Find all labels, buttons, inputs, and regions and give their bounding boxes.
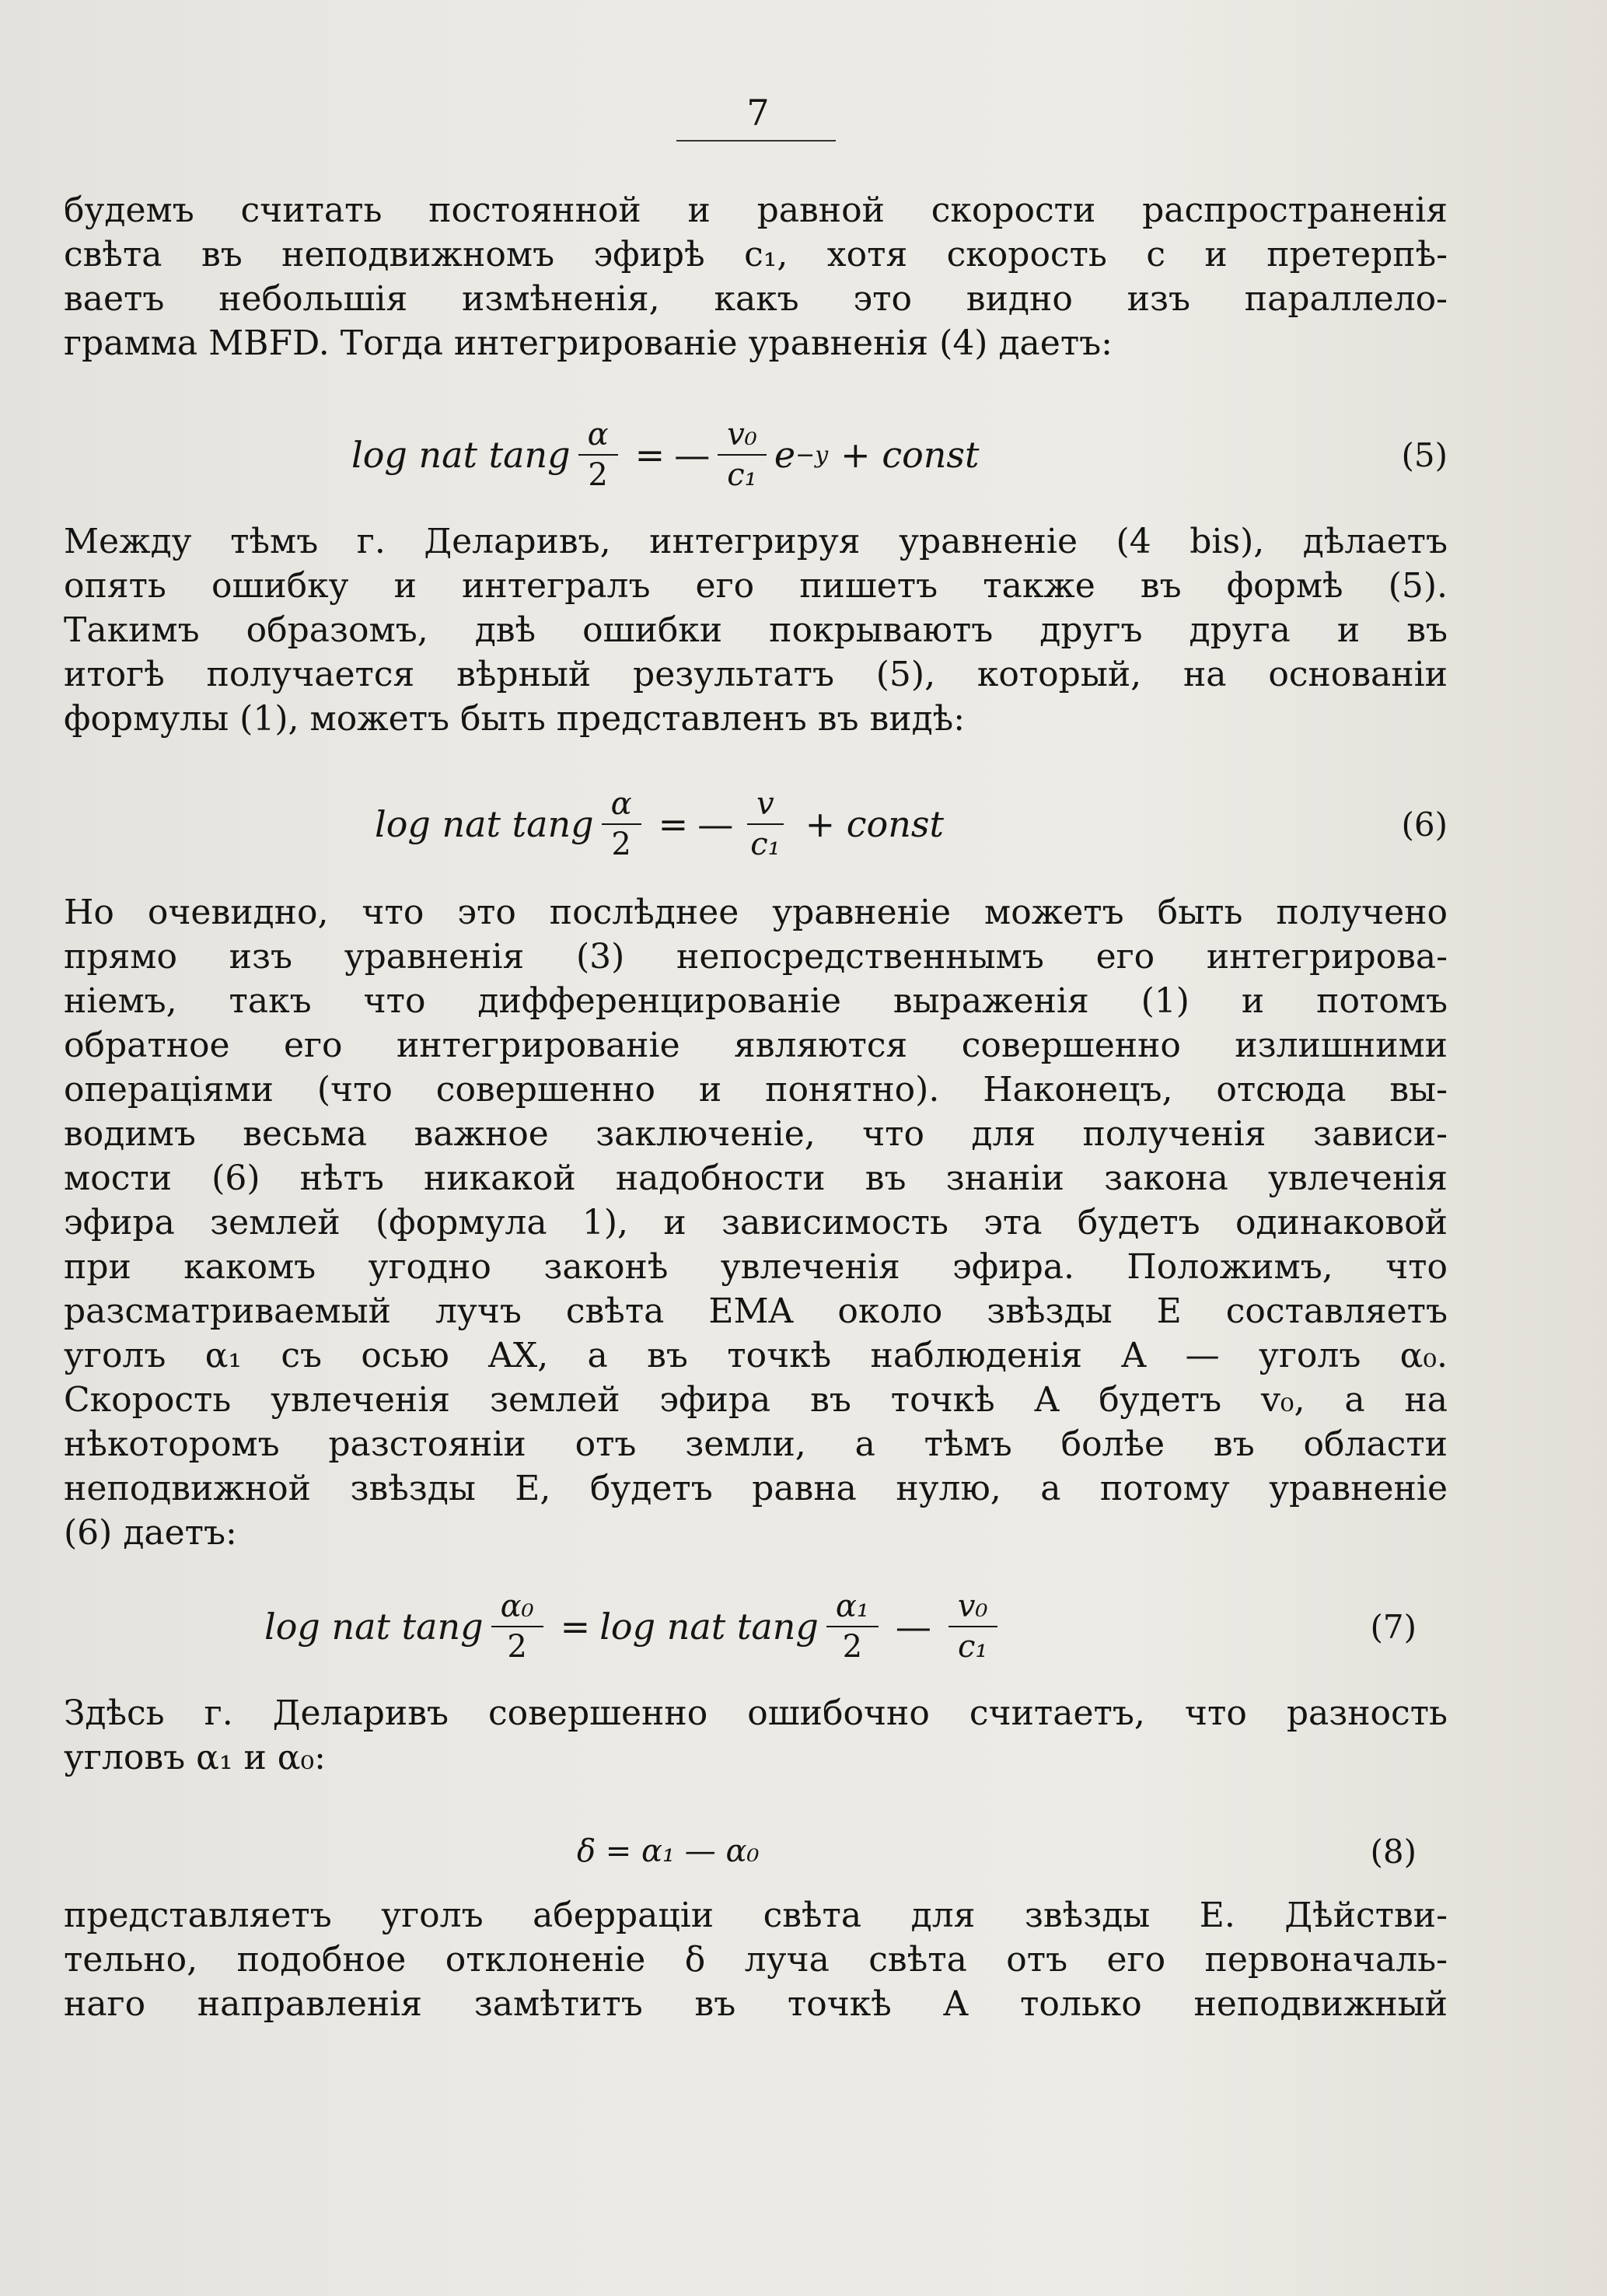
eq6-f1-den: 2 [611,826,631,862]
text-line: водимъ весьма важное заключеніе, что для полученія зависи- [64,1114,1448,1154]
eq8-expression: δ = α₁ — α₀ [577,1833,760,1869]
eq6-f1-num: α [602,785,641,825]
eq6-tail: + const [805,803,944,845]
eq5-minus: — [674,434,711,476]
eq6-f2-den: c₁ [750,826,781,862]
text-line: представляетъ уголъ аберраціи свѣта для звѣзды E. Дѣйстви- [64,1896,1448,1935]
text-line: уголъ α₁ съ осью AX, а въ точкѣ наблюденія A — уголъ α₀. [64,1336,1448,1375]
eq7-f1-num: α₀ [491,1587,543,1627]
eq7-f3-num: v₀ [948,1587,997,1627]
eq5-f1-den: 2 [588,457,608,493]
text-line: Между тѣмъ г. Деларивъ, интегрируя уравненіе (4 bis), дѣлаетъ [64,522,1448,561]
eq5-fraction-alpha [578,415,618,494]
text-line: ніемъ, такъ что дифференцированіе выраженія (1) и потомъ [64,981,1448,1021]
text-line: грамма MBFD. Тогда интегрированіе уравненія (4) даетъ: [64,323,1113,363]
paragraph-1 [64,188,1448,365]
text-line: при какомъ угодно законѣ увлеченія эфира. Положимъ, что [64,1247,1448,1287]
eq5-exp-power: −y [795,441,829,469]
eq7-fraction-alpha1 [826,1587,879,1666]
text-line: операціями (что совершенно и понятно). Наконецъ, отсюда вы- [64,1070,1448,1110]
eq5-tail: + const [840,434,980,476]
eq5-equals: = [634,434,666,476]
text-line: опять ошибку и интегралъ его пишетъ также въ формѣ (5). [64,566,1448,606]
text-line: разсматриваемый лучъ свѣта EMA около звѣзды E составляетъ [64,1291,1448,1331]
text-line: (6) даетъ: [64,1513,237,1553]
page-number: 7 [746,92,770,134]
text-line: мости (6) нѣтъ никакой надобности въ знаніи закона увлеченія [64,1158,1448,1198]
eq7-minus: — [895,1606,931,1648]
eq6-fraction-alpha [602,785,641,864]
eq7-mid: log nat tang [599,1606,819,1648]
eq7-equals: = [560,1606,591,1648]
text-line: наго направленія замѣтитъ въ точкѣ A только неподвижный [64,1984,1448,2024]
eq5-f2-den: c₁ [727,457,757,493]
text-line: Такимъ образомъ, двѣ ошибки покрываютъ другъ друга и въ [64,610,1448,650]
eq6-minus: — [697,803,734,845]
eq5-exp-base: e [774,434,796,476]
eq6-fraction-velocity [741,785,789,864]
eq5-lhs: log nat tang [351,434,571,476]
paragraph-3 [64,890,1448,1555]
eq5-f2-num: v₀ [718,415,767,456]
eq7-f2-num: α₁ [826,1587,879,1627]
text-line: прямо изъ уравненія (3) непосредственнымъ его интегрирова- [64,937,1448,977]
equation-6 [64,774,1448,875]
eq8-number: (8) [1370,1832,1417,1871]
equation-8 [64,1801,1448,1902]
text-line: обратное его интегрированіе являются совершенно излишними [64,1026,1448,1065]
text-line: угловъ α₁ и α₀: [64,1738,326,1777]
equation-7 [64,1576,1448,1677]
eq7-number: (7) [1370,1607,1417,1646]
text-line: формулы (1), можетъ быть представленъ въ видѣ: [64,699,966,739]
eq6-number: (6) [1401,805,1448,844]
paragraph-2 [64,519,1448,741]
text-line: эфира землей (формула 1), и зависимость эта будетъ одинаковой [64,1203,1448,1242]
eq5-f1-num: α [578,415,618,456]
eq6-lhs: log nat tang [375,803,594,845]
eq7-f2-den: 2 [842,1629,863,1665]
equation-7-expression [264,1576,1005,1677]
eq7-lhs: log nat tang [264,1606,484,1648]
equation-5-expression [351,404,980,505]
eq7-f3-den: c₁ [957,1629,988,1665]
text-line: итогѣ получается вѣрный результатъ (5), который, на основаніи [64,655,1448,694]
eq6-equals: = [658,803,689,845]
eq7-fraction-alpha0 [491,1587,543,1666]
text-line: тельно, подобное отклоненіе δ луча свѣта отъ его первоначаль- [64,1940,1448,1980]
eq6-f2-num: v [747,785,784,825]
equation-5 [64,404,1448,505]
eq5-number: (5) [1401,435,1448,474]
text-line: Но очевидно, что это послѣднее уравненіе можетъ быть получено [64,893,1448,932]
eq7-fraction-velocity [948,1587,997,1666]
eq5-fraction-velocity [718,415,767,494]
text-line: неподвижной звѣзды E, будетъ равна нулю, а потому уравненіе [64,1469,1448,1508]
page-number-rule [676,140,836,142]
text-line: будемъ считать постоянной и равной скорости распространенія [64,190,1448,230]
text-line: ваетъ небольшія измѣненія, какъ это видно изъ параллело- [64,279,1448,319]
paragraph-4 [64,1691,1448,1780]
text-line: Здѣсь г. Деларивъ совершенно ошибочно считаетъ, что разность [64,1693,1448,1733]
eq7-f1-den: 2 [507,1629,527,1665]
equation-6-expression [375,774,944,875]
text-line: свѣта въ неподвижномъ эфирѣ c₁, хотя скорость c и претерпѣ- [64,235,1448,274]
paragraph-5 [64,1893,1448,2026]
text-line: нѣкоторомъ разстояніи отъ земли, а тѣмъ болѣе въ области [64,1424,1448,1464]
text-line: Скорость увлеченія землей эфира въ точкѣ A будетъ v₀, а на [64,1380,1448,1420]
